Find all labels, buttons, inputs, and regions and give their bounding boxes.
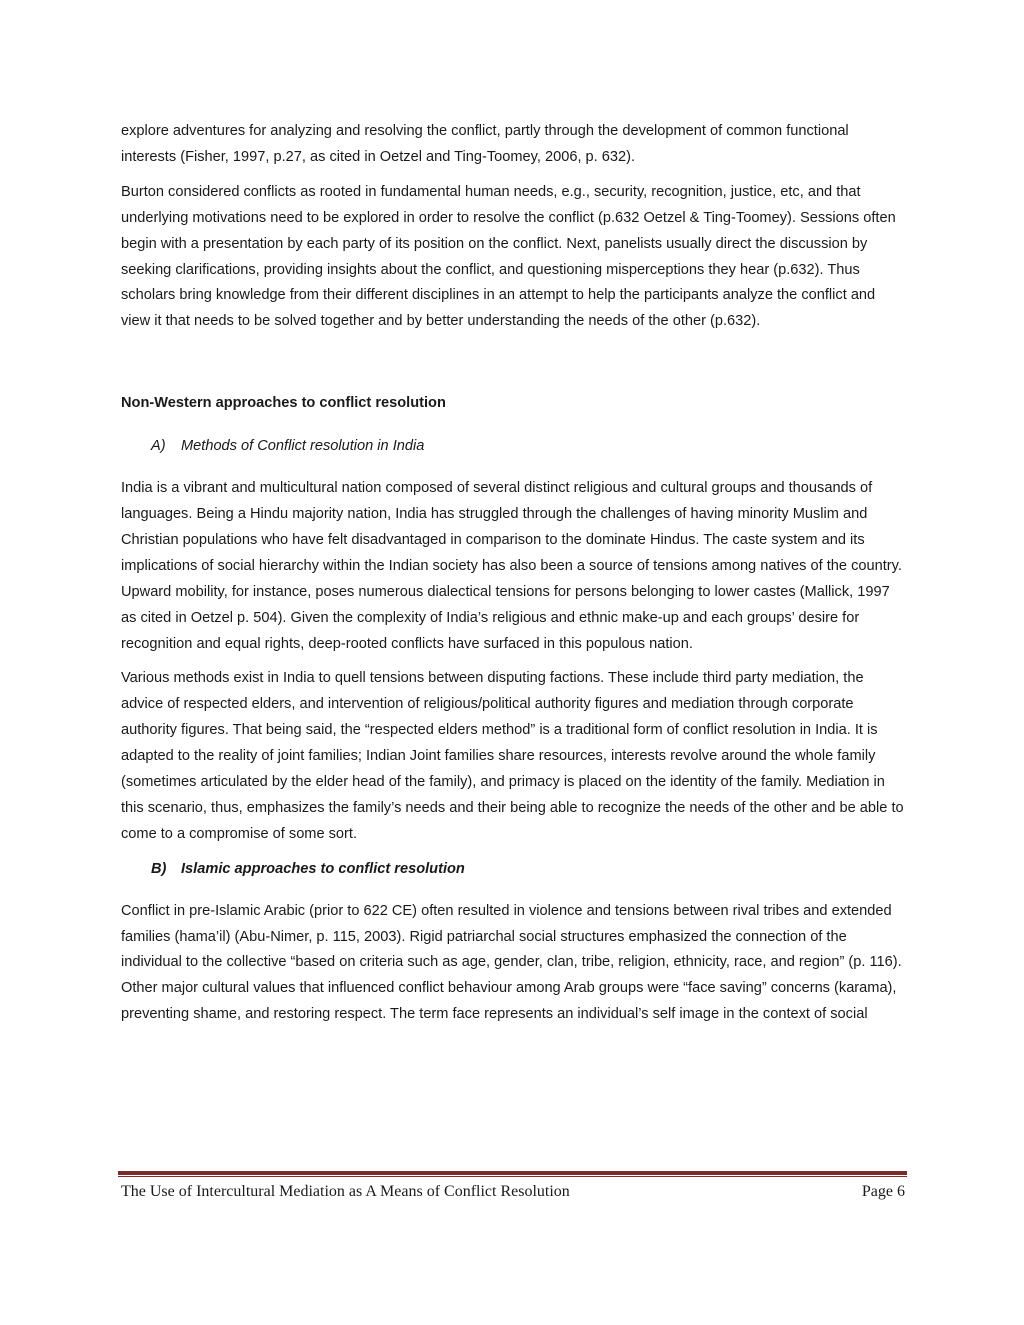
subheading-islamic-marker: B) bbox=[151, 860, 167, 877]
subheading-india-marker: A) bbox=[151, 438, 166, 455]
subheading-islamic-title: Islamic approaches to conflict resolution bbox=[181, 860, 465, 877]
footer-page-number: Page 6 bbox=[861, 1183, 905, 1200]
footer-rule-thick bbox=[118, 1171, 907, 1175]
footer-title: The Use of Intercultural Mediation as A Means of Conflict Resolution bbox=[121, 1183, 570, 1200]
paragraph-adventures: explore adventures for analyzing and resolving the conflict, partly through the development of common functional interests (Fisher, 1997, p.27, as cited in Oetzel and Ting-Toomey, 2006, p. 632). bbox=[121, 123, 849, 165]
paragraph-india-methods: Various methods exist in India to quell tensions between disputing factions. These include third party mediation, the advice of respected elders, and intervention of religious/political authority figures and mediation through corporate authority figures. That being said, the “respected elders method” is a traditional form of conflict resolution in India. It is adapted to the reality of joint families; Indian Joint families share resources, interests revolve around the whole family (sometimes articulated by the elder head of the family), and primacy is placed on the identity of the family. Mediation in this scenario, thus, emphasizes the family’s needs and their being able to recognize the needs of the other and be able to come to a compromise of some sort. bbox=[121, 670, 904, 842]
footer-rule-thin bbox=[118, 1176, 907, 1177]
page-footer bbox=[121, 1180, 905, 1204]
section-heading: Non-Western approaches to conflict resolution bbox=[121, 395, 446, 412]
subheading-india bbox=[151, 434, 907, 460]
subheading-india-title: Methods of Conflict resolution in India bbox=[181, 438, 425, 455]
subheading-islamic bbox=[151, 857, 907, 883]
paragraph-islamic: Conflict in pre-Islamic Arabic (prior to 622 CE) often resulted in violence and tensions between rival tribes and extended families (hama’il) (Abu-Nimer, p. 115, 2003). Rigid patriarchal social structures emphasized the connection of the individual to the collective “based on criteria such as age, gender, clan, tribe, religion, ethnicity, race, and region” (p. 116). Other major cultural values that influenced conflict behaviour among Arab groups were “face saving” concerns (karama), preventing shame, and restoring respect. The term face represents an individual’s self image in the context of social bbox=[121, 902, 902, 1023]
paragraph-burton: Burton considered conflicts as rooted in fundamental human needs, e.g., security, recognition, justice, etc, and that underlying motivations need to be explored in order to resolve the conflict (p.632 Oetzel & Ting-Toomey). Sessions often begin with a presentation by each party of its position on the conflict. Next, panelists usually direct the discussion by seeking clarifications, providing insights about the conflict, and questioning misperceptions they hear (p.632). Thus scholars bring knowledge from their different disciplines in an attempt to help the participants analyze the conflict and view it that needs to be solved together and by better understanding the needs of the other (p.632). bbox=[121, 183, 896, 330]
paragraph-india-overview: India is a vibrant and multicultural nation composed of several distinct religious and cultural groups and thousands of languages. Being a Hindu majority nation, India has struggled through the challenges of having minority Muslim and Christian populations who have felt disadvantaged in comparison to the dominate Hindus. The caste system and its implications of social hierarchy within the Indian society has also been a source of tensions among natives of the country. Upward mobility, for instance, poses numerous dialectical tensions for persons belonging to lower castes (Mallick, 1997 as cited in Oetzel p. 504). Given the complexity of India’s religious and ethnic make-up and each groups’ desire for recognition and equal rights, deep-rooted conflicts have surfaced in this populous nation. bbox=[121, 480, 902, 652]
page-body bbox=[121, 119, 907, 1028]
